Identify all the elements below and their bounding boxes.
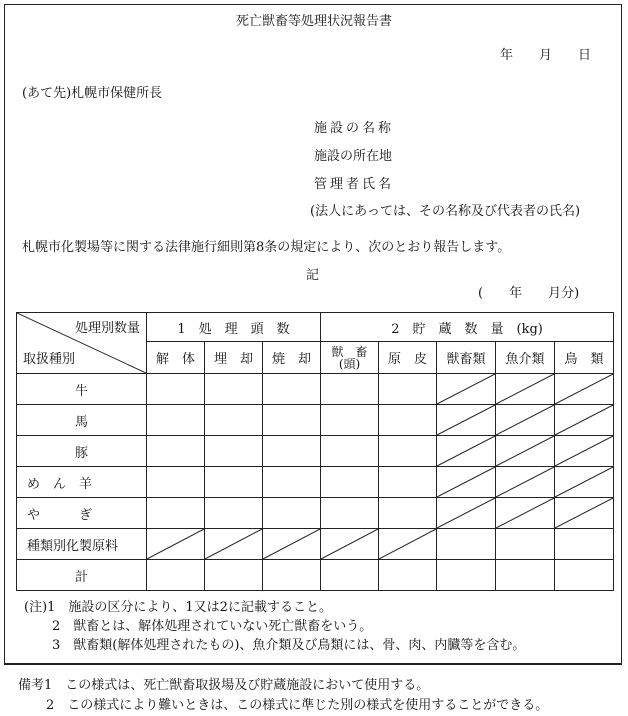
col-livestock-unit: (頭) [338, 356, 361, 371]
data-cell[interactable] [555, 405, 614, 436]
note-3: 3 獣畜類(解体処理されたもの)、魚介類及び鳥類には、骨、肉、内臓等を含む。 [52, 638, 526, 653]
data-cell[interactable] [555, 529, 614, 560]
remark-1: 備考1 この様式は、死亡獣畜取扱場及び貯蔵施設において使用する。 [18, 678, 430, 693]
note-2: 2 獣畜とは、解体処理されていない死亡獣畜をいう。 [52, 619, 373, 634]
remarks-block [18, 676, 548, 716]
data-cell[interactable] [263, 529, 321, 560]
table-row [17, 374, 614, 405]
group1-header: 1 処 理 頭 数 [147, 313, 321, 342]
report-table [16, 312, 614, 591]
table-row [17, 529, 614, 560]
col-livestock [321, 342, 379, 374]
strike-line [437, 374, 495, 404]
data-cell[interactable] [147, 436, 205, 467]
data-cell[interactable] [555, 436, 614, 467]
data-cell[interactable] [379, 405, 437, 436]
strike-line [496, 436, 554, 466]
data-cell[interactable] [147, 405, 205, 436]
col-incineration: 焼 却 [263, 342, 321, 374]
group2-header: 2 貯 蔵 数 量 (kg) [321, 313, 614, 342]
data-cell[interactable] [379, 467, 437, 498]
col-raw-hide: 原 皮 [379, 342, 437, 374]
row-label: 牛 [17, 374, 147, 405]
data-cell[interactable] [496, 529, 555, 560]
table-row [17, 498, 614, 529]
data-cell[interactable] [379, 560, 437, 591]
data-cell[interactable] [496, 498, 555, 529]
data-cell[interactable] [263, 436, 321, 467]
data-cell[interactable] [496, 374, 555, 405]
row-label: 計 [17, 560, 147, 591]
strike-line [555, 436, 613, 466]
data-cell[interactable] [437, 498, 496, 529]
data-cell[interactable] [263, 467, 321, 498]
manager-name-label: 管理者氏名 [314, 177, 395, 192]
data-cell[interactable] [147, 374, 205, 405]
data-cell[interactable] [321, 436, 379, 467]
data-cell[interactable] [496, 405, 555, 436]
corner-bottom-label: 取扱種別 [23, 352, 76, 367]
strike-line [555, 498, 613, 528]
strike-line [555, 374, 613, 404]
data-cell[interactable] [205, 498, 263, 529]
strike-line [496, 467, 554, 497]
col-fish: 魚介類 [496, 342, 555, 374]
data-cell[interactable] [379, 529, 437, 560]
data-cell[interactable] [205, 560, 263, 591]
col-birds: 鳥 類 [555, 342, 614, 374]
facility-address-label: 施設の所在地 [314, 149, 393, 164]
data-cell[interactable] [437, 436, 496, 467]
data-cell[interactable] [147, 498, 205, 529]
row-label: 種類別化製原料 [17, 529, 147, 560]
data-cell[interactable] [147, 467, 205, 498]
row-label: 豚 [17, 436, 147, 467]
strike-line [555, 467, 613, 497]
data-cell[interactable] [555, 374, 614, 405]
corporate-note: (法人にあっては、その名称及び代表者の氏名) [310, 204, 581, 219]
ki-label: 記 [306, 268, 320, 283]
data-cell[interactable] [205, 374, 263, 405]
data-cell[interactable] [496, 467, 555, 498]
data-cell[interactable] [147, 560, 205, 591]
data-cell[interactable] [379, 374, 437, 405]
col-livestock-parts: 獣畜類 [437, 342, 496, 374]
strike-line [147, 529, 204, 559]
col-dismantle: 解 体 [147, 342, 205, 374]
data-cell[interactable] [321, 405, 379, 436]
remark-2: 2 この様式により難いときは、この様式に準じた別の様式を使用することができる。 [46, 698, 549, 713]
strike-line [321, 529, 378, 559]
data-cell[interactable] [321, 374, 379, 405]
data-cell[interactable] [379, 436, 437, 467]
data-cell[interactable] [437, 529, 496, 560]
strike-line [205, 529, 262, 559]
data-cell[interactable] [205, 405, 263, 436]
strike-line [496, 405, 554, 435]
strike-line [496, 374, 554, 404]
addressee: (あて先)札幌市保健所長 [22, 86, 163, 101]
table-row [17, 405, 614, 436]
table-row [17, 436, 614, 467]
data-cell[interactable] [321, 529, 379, 560]
data-cell[interactable] [205, 436, 263, 467]
data-cell[interactable] [555, 467, 614, 498]
row-label: め ん 羊 [17, 467, 147, 498]
frame-bottom-divider [4, 664, 622, 666]
table-row [17, 560, 614, 591]
data-cell[interactable] [555, 498, 614, 529]
strike-line [437, 405, 495, 435]
strike-line [379, 529, 436, 559]
data-cell[interactable] [496, 436, 555, 467]
data-cell[interactable] [205, 467, 263, 498]
data-cell[interactable] [205, 529, 263, 560]
table-row [17, 467, 614, 498]
form-title: 死亡獣畜等処理状況報告書 [235, 14, 392, 29]
notes-block [24, 598, 525, 655]
corner-top-label: 処理別数量 [74, 321, 140, 336]
data-cell[interactable] [496, 560, 555, 591]
col-livestock-label: 獣 畜 [331, 344, 368, 359]
note-1: (注)1 施設の区分により、1又は2に記載すること。 [24, 600, 332, 615]
strike-line [437, 498, 495, 528]
body-text: 札幌市化製場等に関する法律施行細則第8条の規定により、次のとおり報告します。 [22, 240, 511, 255]
table-corner-cell [17, 313, 147, 374]
data-cell[interactable] [555, 560, 614, 591]
report-period: ( 年 月分) [478, 286, 580, 301]
data-cell[interactable] [321, 467, 379, 498]
data-cell[interactable] [437, 374, 496, 405]
data-cell[interactable] [437, 405, 496, 436]
data-cell[interactable] [437, 467, 496, 498]
data-cell[interactable] [263, 498, 321, 529]
strike-line [437, 436, 495, 466]
strike-line [437, 467, 495, 497]
data-cell[interactable] [263, 374, 321, 405]
strike-line [496, 498, 554, 528]
col-burial: 埋 却 [205, 342, 263, 374]
strike-line [263, 529, 320, 559]
data-cell[interactable] [321, 560, 379, 591]
data-cell[interactable] [379, 498, 437, 529]
data-cell[interactable] [263, 405, 321, 436]
data-cell[interactable] [147, 529, 205, 560]
data-cell[interactable] [321, 498, 379, 529]
data-cell[interactable] [263, 560, 321, 591]
row-label: 馬 [17, 405, 147, 436]
strike-line [555, 405, 613, 435]
facility-name-label: 施設の名称 [314, 121, 395, 136]
data-cell[interactable] [437, 560, 496, 591]
date-line: 年 月 日 [500, 48, 592, 63]
row-label: や ぎ [17, 498, 147, 529]
